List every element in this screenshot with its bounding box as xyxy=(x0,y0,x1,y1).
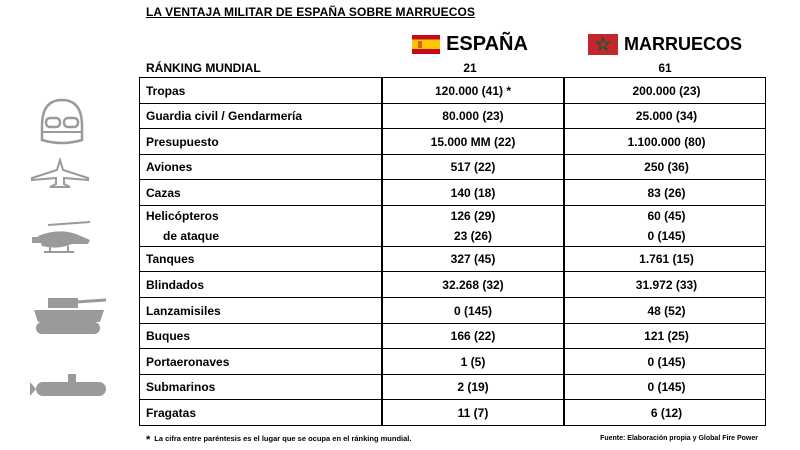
header-morocco xyxy=(565,33,765,55)
comparison-table xyxy=(139,77,766,426)
header-spain-label: ESPAÑA xyxy=(446,32,528,55)
row-label-text: Blindados xyxy=(146,277,205,292)
ranking-spain: 21 xyxy=(463,61,477,75)
row-label xyxy=(146,298,376,323)
ranking-row xyxy=(146,61,766,77)
row-label-text: Presupuesto xyxy=(146,134,219,149)
spain-value-text: 140 (18) xyxy=(450,185,496,200)
morocco-value xyxy=(567,180,766,205)
morocco-value-text: 200.000 (23) xyxy=(632,83,701,98)
tank-icon xyxy=(30,292,108,336)
spain-value-text: 1 (5) xyxy=(460,354,486,369)
spain-value xyxy=(383,324,563,348)
morocco-value-text: 25.000 (34) xyxy=(635,109,698,123)
spain-value-text: 80.000 (23) xyxy=(442,109,504,123)
row-label-text: Helicópteros xyxy=(146,209,219,223)
morocco-value-text: 6 (12) xyxy=(650,406,683,420)
morocco-value-text: 83 (26) xyxy=(647,185,686,200)
row-label xyxy=(146,104,376,128)
morocco-value xyxy=(567,78,766,103)
morocco-value xyxy=(567,155,766,179)
row-label-text: Fragatas xyxy=(146,406,197,420)
table-row xyxy=(140,400,765,426)
morocco-value xyxy=(567,104,766,128)
morocco-value xyxy=(567,206,766,246)
morocco-value-text: 60 (45) xyxy=(647,209,686,223)
table-row xyxy=(140,104,765,129)
ranking-label: RÁNKING MUNDIAL xyxy=(146,61,261,75)
footnote-text: La cifra entre paréntesis es el lugar que se ocupa en el ránking mundial. xyxy=(154,434,412,443)
fighter-jet-icon xyxy=(30,158,90,188)
spain-value xyxy=(383,400,563,426)
row-label xyxy=(146,324,376,348)
row-label-text: Lanzamisiles xyxy=(146,303,221,318)
attack-helicopter-icon xyxy=(28,220,94,258)
spain-value xyxy=(383,104,563,128)
submarine-icon xyxy=(30,370,110,400)
spain-value xyxy=(383,298,563,323)
spain-value-text: 32.268 (32) xyxy=(442,277,504,292)
spain-value-text: 0 (145) xyxy=(453,303,493,318)
morocco-value xyxy=(567,349,766,374)
row-label-text: Guardia civil / Gendarmería xyxy=(146,109,303,123)
table-row xyxy=(140,78,765,104)
row-label-text: Portaeronaves xyxy=(146,354,230,369)
morocco-value-text: 0 (145) xyxy=(647,229,686,243)
spain-value-text: 11 (7) xyxy=(457,406,489,420)
header-morocco-label: MARRUECOS xyxy=(623,33,742,54)
row-label-text: de ataque xyxy=(163,229,220,243)
row-label xyxy=(146,155,376,179)
source-note: Fuente: Elaboración propia y Global Fire Power xyxy=(600,435,758,442)
row-label xyxy=(146,129,376,154)
spain-value xyxy=(383,78,563,103)
table-row xyxy=(140,155,765,180)
spain-value xyxy=(383,155,563,179)
morocco-value-text: 1.761 (15) xyxy=(639,252,694,266)
row-label xyxy=(146,78,376,103)
morocco-value-text: 48 (52) xyxy=(647,303,686,318)
helmet-icon xyxy=(34,96,90,148)
spain-value xyxy=(383,349,563,374)
spain-flag-icon xyxy=(412,35,440,54)
morocco-flag-icon xyxy=(588,34,618,55)
spain-value xyxy=(383,180,563,205)
row-label-text: Submarinos xyxy=(146,380,216,394)
row-label xyxy=(146,180,376,205)
row-label xyxy=(146,206,376,246)
row-label-text: Buques xyxy=(146,329,191,343)
spain-value xyxy=(383,375,563,399)
ranking-morocco: 61 xyxy=(658,61,672,75)
spain-value-text: 166 (22) xyxy=(450,329,496,343)
page-title: LA VENTAJA MILITAR DE ESPAÑA SOBRE MARRUECOS xyxy=(146,5,476,19)
row-label xyxy=(146,400,376,426)
morocco-value xyxy=(567,247,766,271)
morocco-value-text: 31.972 (33) xyxy=(635,277,698,292)
table-row xyxy=(140,272,765,298)
row-label xyxy=(146,375,376,399)
morocco-value xyxy=(567,324,766,348)
footnote xyxy=(146,432,411,444)
row-label-text: Tanques xyxy=(146,252,195,266)
spain-value-text: 126 (29) xyxy=(450,209,496,223)
table-row xyxy=(140,298,765,324)
spain-value-text: 23 (26) xyxy=(453,229,493,243)
table-row xyxy=(140,375,765,400)
morocco-value xyxy=(567,272,766,297)
header-spain xyxy=(380,33,560,55)
morocco-value-text: 1.100.000 (80) xyxy=(627,134,706,149)
table-row xyxy=(140,349,765,375)
table-row xyxy=(140,247,765,272)
row-label xyxy=(146,272,376,297)
spain-value xyxy=(383,247,563,271)
spain-value-text: 2 (19) xyxy=(457,380,489,394)
morocco-value xyxy=(567,298,766,323)
morocco-value-text: 250 (36) xyxy=(644,160,689,174)
row-label-text: Cazas xyxy=(146,185,181,200)
morocco-value-text: 0 (145) xyxy=(647,354,686,369)
table-row xyxy=(140,180,765,206)
spain-value xyxy=(383,272,563,297)
row-label xyxy=(146,247,376,271)
row-label-text: Aviones xyxy=(146,160,193,174)
morocco-value-text: 0 (145) xyxy=(647,380,686,394)
spain-value-text: 120.000 (41) * xyxy=(434,83,512,98)
spain-value xyxy=(383,206,563,246)
table-row xyxy=(140,129,765,155)
spain-value-text: 517 (22) xyxy=(450,160,496,174)
table-row xyxy=(140,206,765,247)
morocco-value-text: 121 (25) xyxy=(644,329,689,343)
row-label-text: Tropas xyxy=(146,83,186,98)
morocco-value xyxy=(567,375,766,399)
table-row xyxy=(140,324,765,349)
row-label xyxy=(146,349,376,374)
spain-value xyxy=(383,129,563,154)
morocco-value xyxy=(567,400,766,426)
spain-value-text: 15.000 MM (22) xyxy=(430,134,516,149)
footnote-star: * xyxy=(146,434,151,446)
spain-value-text: 327 (45) xyxy=(450,252,496,266)
morocco-value xyxy=(567,129,766,154)
